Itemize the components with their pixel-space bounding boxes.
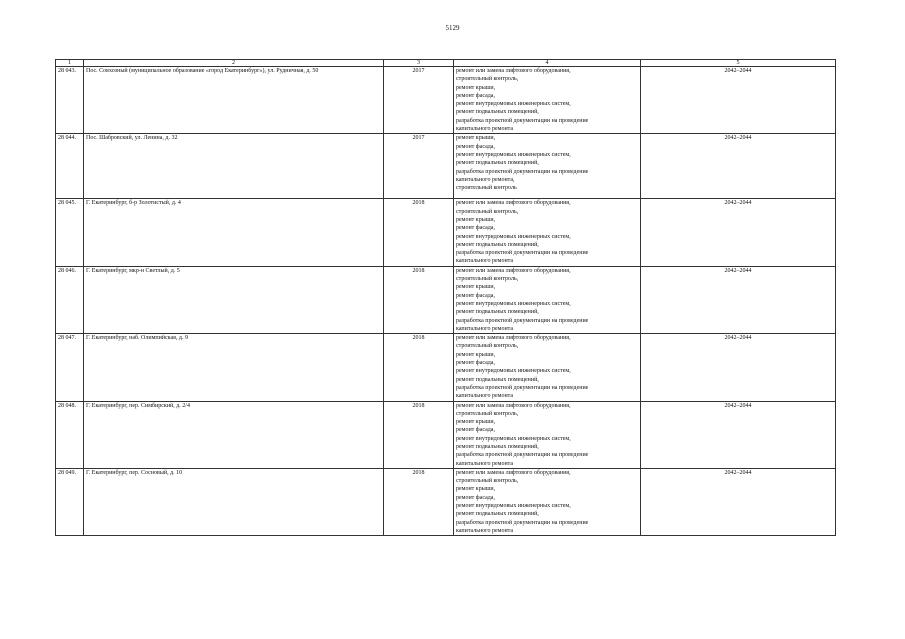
- works-cell: [454, 401, 641, 468]
- address-cell: Г. Екатеринбург, наб. Олимпийская, д. 9: [84, 334, 384, 401]
- table-row: [56, 334, 836, 401]
- work-item: ремонт внутридомовых инженерных систем,: [456, 101, 571, 108]
- row-number-cell: 28 044.: [56, 134, 84, 199]
- work-item: разработка проектной документации на проведение: [456, 384, 589, 391]
- work-item: ремонт крыши,: [456, 419, 496, 426]
- period-cell: 2042–2044: [641, 401, 836, 468]
- work-item: ремонт крыши,: [456, 486, 496, 493]
- work-item: строительный контроль,: [456, 343, 519, 350]
- work-item: ремонт внутридомовых инженерных систем,: [456, 300, 571, 307]
- works-cell: [454, 199, 641, 266]
- work-item: капитального ремонта: [456, 258, 514, 265]
- year-cell: 2018: [384, 334, 454, 401]
- table-row: [56, 401, 836, 468]
- table-row: [56, 134, 836, 199]
- column-number: 2: [84, 60, 384, 67]
- works-cell: [454, 67, 641, 134]
- work-item: разработка проектной документации на проведение: [456, 519, 589, 526]
- work-item: ремонт внутридомовых инженерных систем,: [456, 151, 571, 158]
- work-item: строительный контроль,: [456, 76, 519, 83]
- work-item: ремонт подвальных помещений,: [456, 109, 539, 116]
- work-item: ремонт или замена лифтового оборудования,: [456, 200, 571, 207]
- address-cell: Г. Екатеринбург, пер. Симбирский, д. 2/4: [84, 401, 384, 468]
- work-item: строительный контроль,: [456, 478, 519, 485]
- year-cell: 2018: [384, 199, 454, 266]
- address-cell: Пос. Шабровский, ул. Ленина, д. 32: [84, 134, 384, 199]
- period-cell: 2042–2044: [641, 134, 836, 199]
- column-number-row: [56, 60, 836, 67]
- work-item: ремонт внутридомовых инженерных систем,: [456, 435, 571, 442]
- work-item: капитального ремонта: [456, 527, 514, 534]
- capital-repair-table: [55, 59, 836, 536]
- work-item: ремонт крыши,: [456, 84, 496, 91]
- work-item: строительный контроль,: [456, 208, 519, 215]
- work-item: разработка проектной документации на проведение: [456, 317, 589, 324]
- work-item: разработка проектной документации на проведение: [456, 452, 589, 459]
- row-number-cell: 28 048.: [56, 401, 84, 468]
- work-item: ремонт внутридомовых инженерных систем,: [456, 368, 571, 375]
- table-row: [56, 468, 836, 535]
- period-cell: 2042–2044: [641, 266, 836, 333]
- work-item: разработка проектной документации на проведение: [456, 250, 589, 257]
- works-cell: [454, 266, 641, 333]
- column-number: 4: [454, 60, 641, 67]
- work-item: ремонт внутридомовых инженерных систем,: [456, 233, 571, 240]
- row-number-cell: 28 049.: [56, 468, 84, 535]
- works-cell: [454, 468, 641, 535]
- row-number-cell: 28 046.: [56, 266, 84, 333]
- work-item: капитального ремонта: [456, 460, 514, 467]
- year-cell: 2017: [384, 134, 454, 199]
- period-cell: 2042–2044: [641, 468, 836, 535]
- work-item: строительный контроль,: [456, 410, 519, 417]
- year-cell: 2018: [384, 266, 454, 333]
- page-number: 5129: [445, 24, 460, 32]
- work-item: ремонт фасада,: [456, 92, 495, 99]
- row-number-cell: 28 043.: [56, 67, 84, 134]
- address-cell: Пос. Совхозный (муниципальное образование «город Екатеринбург»), ул. Рудничная, д. 50: [84, 67, 384, 134]
- work-item: капитального ремонта: [456, 325, 514, 332]
- row-number-cell: 28 047.: [56, 334, 84, 401]
- address-cell: Г. Екатеринбург, пер. Сосновый, д. 10: [84, 468, 384, 535]
- work-item: ремонт фасада,: [456, 225, 495, 232]
- work-item: ремонт крыши,: [456, 284, 496, 291]
- work-item: ремонт фасада,: [456, 427, 495, 434]
- work-item: ремонт крыши,: [456, 351, 496, 358]
- work-item: ремонт или замена лифтового оборудования,: [456, 68, 571, 74]
- work-item: ремонт подвальных помещений,: [456, 160, 539, 167]
- year-cell: 2018: [384, 468, 454, 535]
- work-item: ремонт крыши,: [456, 216, 496, 223]
- work-item: ремонт или замена лифтового оборудования,: [456, 402, 571, 409]
- address-cell: Г. Екатеринбург, мкр-н Светлый, д. 5: [84, 266, 384, 333]
- work-item: капитального ремонта,: [456, 176, 515, 183]
- work-item: строительный контроль: [456, 185, 517, 192]
- work-item: ремонт фасада,: [456, 292, 495, 299]
- year-cell: 2017: [384, 67, 454, 134]
- period-cell: 2042–2044: [641, 334, 836, 401]
- works-cell: [454, 334, 641, 401]
- work-item: ремонт внутридомовых инженерных систем,: [456, 503, 571, 510]
- address-cell: Г. Екатеринбург, б-р Золотистый, д. 4: [84, 199, 384, 266]
- work-item: капитального ремонта: [456, 393, 514, 400]
- table-row: [56, 199, 836, 266]
- work-item: ремонт крыши,: [456, 135, 496, 142]
- row-number-cell: 28 045.: [56, 199, 84, 266]
- work-item: ремонт фасада,: [456, 143, 495, 150]
- work-item: разработка проектной документации на проведение: [456, 117, 589, 124]
- period-cell: 2042–2044: [641, 199, 836, 266]
- work-item: ремонт фасада,: [456, 360, 495, 367]
- work-item: строительный контроль,: [456, 276, 519, 283]
- work-item: капитального ремонта: [456, 126, 514, 133]
- work-item: ремонт подвальных помещений,: [456, 309, 539, 316]
- work-item: ремонт или замена лифтового оборудования,: [456, 469, 571, 476]
- work-item: ремонт подвальных помещений,: [456, 511, 539, 518]
- work-item: ремонт или замена лифтового оборудования,: [456, 335, 571, 342]
- work-item: ремонт или замена лифтового оборудования,: [456, 267, 571, 274]
- period-cell: 2042–2044: [641, 67, 836, 134]
- work-item: ремонт подвальных помещений,: [456, 241, 539, 248]
- column-number: 5: [641, 60, 836, 67]
- work-item: разработка проектной документации на проведение: [456, 168, 589, 175]
- table-row: [56, 67, 836, 134]
- work-item: ремонт подвальных помещений,: [456, 443, 539, 450]
- table-row: [56, 266, 836, 333]
- column-number: 3: [384, 60, 454, 67]
- works-cell: [454, 134, 641, 199]
- work-item: ремонт фасада,: [456, 494, 495, 501]
- year-cell: 2018: [384, 401, 454, 468]
- work-item: ремонт подвальных помещений,: [456, 376, 539, 383]
- column-number: 1: [56, 60, 84, 67]
